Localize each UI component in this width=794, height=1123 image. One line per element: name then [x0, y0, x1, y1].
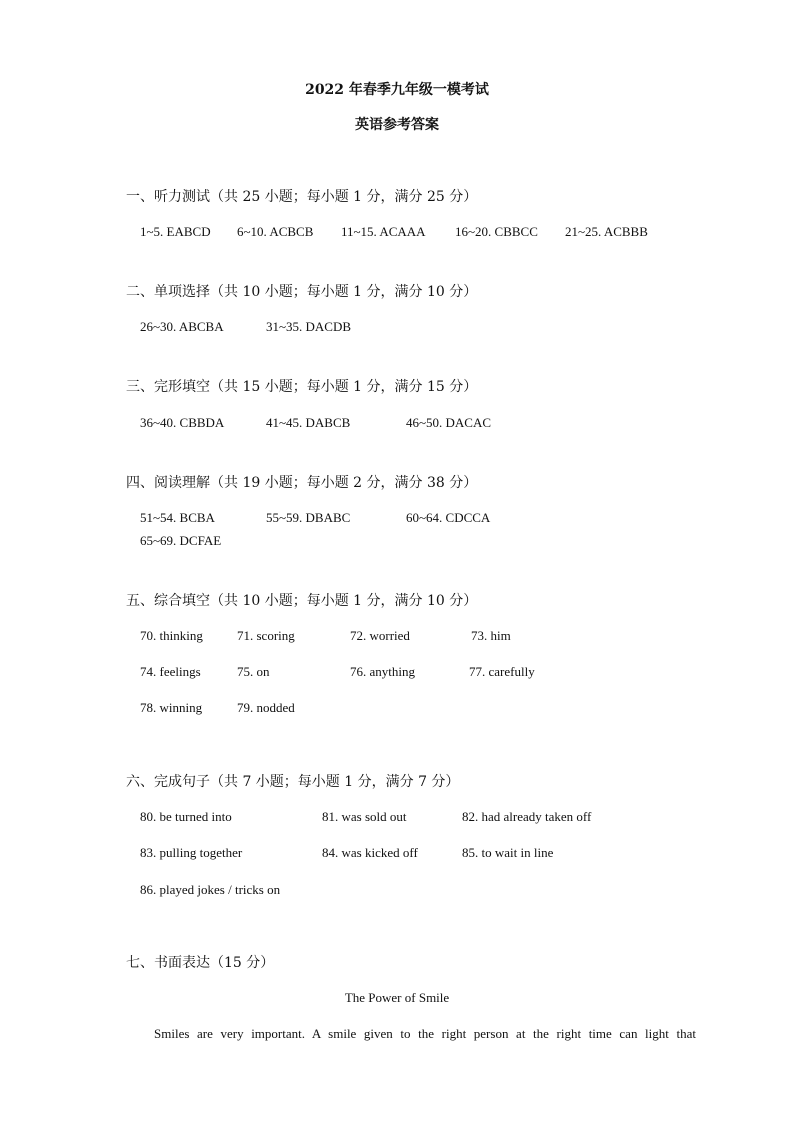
answer-item: 21~25. ACBBB: [565, 224, 648, 239]
answer-item: 6~10. ACBCB: [237, 224, 314, 239]
answer-item: 26~30. ABCBA: [140, 319, 224, 334]
answer-item: 74. feelings: [140, 664, 201, 679]
answer-item: 82. had already taken off: [462, 809, 592, 824]
section-heading-writing: 七、书面表达（15 分）: [126, 955, 275, 971]
answer-item: 51~54. BCBA: [140, 510, 215, 525]
page-title: 2022 年春季九年级一模考试: [305, 82, 489, 98]
answer-item: 78. winning: [140, 700, 203, 715]
section-heading-listening: 一、听力测试（共 25 小题；每小题 1 分，满分 25 分）: [126, 189, 478, 205]
answer-item: 11~15. ACAAA: [341, 224, 426, 239]
answer-item: 76. anything: [350, 664, 415, 679]
answer-item: 46~50. DACAC: [406, 415, 492, 430]
section-heading-complete-sentences: 六、完成句子（共 7 小题；每小题 1 分，满分 7 分）: [126, 774, 460, 790]
answer-item: 71. scoring: [237, 628, 295, 643]
answer-item: 80. be turned into: [140, 809, 232, 824]
answer-item: 72. worried: [350, 628, 410, 643]
answer-item: 81. was sold out: [322, 809, 407, 824]
answer-item: 41~45. DABCB: [266, 415, 351, 430]
section-heading-single-choice: 二、单项选择（共 10 小题；每小题 1 分，满分 10 分）: [126, 284, 478, 300]
section-heading-fill-in: 五、综合填空（共 10 小题；每小题 1 分，满分 10 分）: [126, 593, 478, 609]
answer-item: 36~40. CBBDA: [140, 415, 225, 430]
answer-item: 31~35. DACDB: [266, 319, 352, 334]
answer-item: 73. him: [471, 628, 511, 643]
answer-item: 84. was kicked off: [322, 845, 418, 860]
answer-item: 70. thinking: [140, 628, 203, 643]
answer-item: 1~5. EABCD: [140, 224, 211, 239]
answer-item: 79. nodded: [237, 700, 295, 715]
section-heading-cloze: 三、完形填空（共 15 小题；每小题 1 分，满分 15 分）: [126, 379, 478, 395]
answer-item: 16~20. CBBCC: [455, 224, 538, 239]
answer-item: 83. pulling together: [140, 845, 243, 860]
essay-first-line: Smiles are very important. A smile given to the right person at the right time can light that: [154, 1026, 696, 1041]
answer-item: 85. to wait in line: [462, 845, 554, 860]
section-heading-reading: 四、阅读理解（共 19 小题；每小题 2 分，满分 38 分）: [126, 475, 478, 491]
answer-item: 55~59. DBABC: [266, 510, 351, 525]
answer-item: 77. carefully: [469, 664, 535, 679]
page-subtitle: 英语参考答案: [355, 117, 439, 133]
answer-item: 75. on: [237, 664, 270, 679]
answer-item: 60~64. CDCCA: [406, 510, 491, 525]
answer-item: 86. played jokes / tricks on: [140, 882, 281, 897]
essay-title: The Power of Smile: [344, 990, 450, 1005]
answer-item: 65~69. DCFAE: [140, 533, 222, 548]
